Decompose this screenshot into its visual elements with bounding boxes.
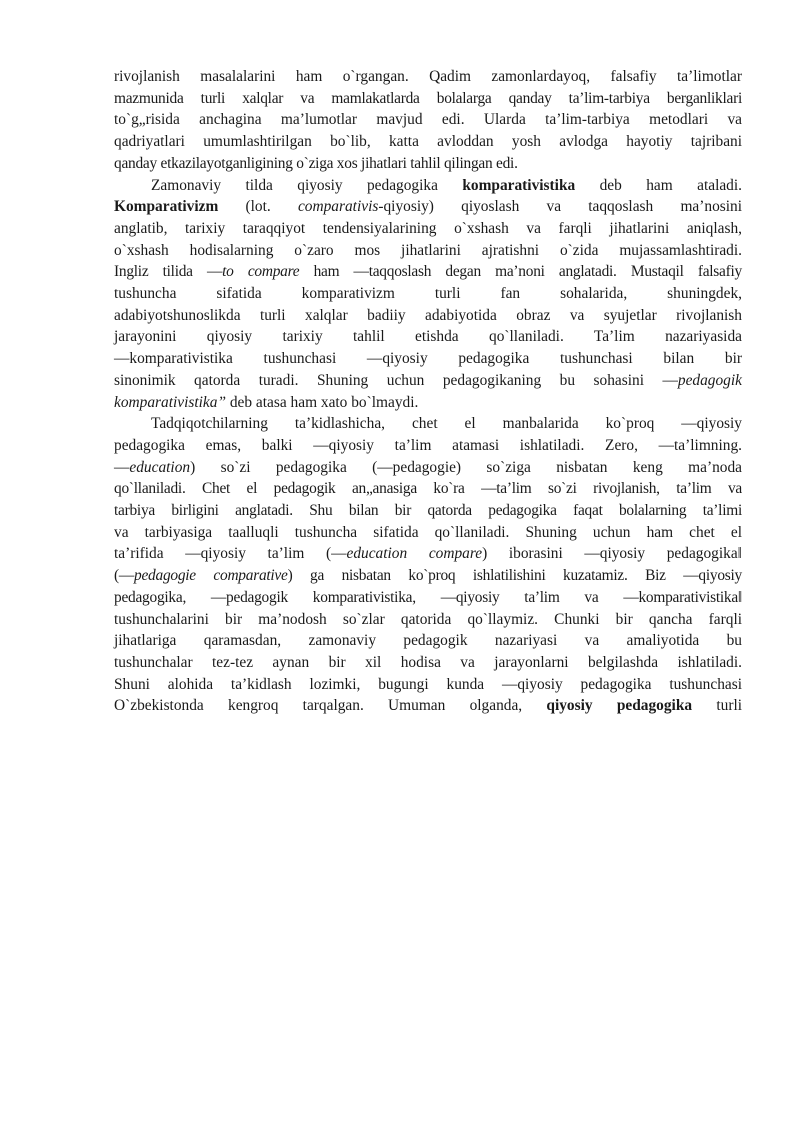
text-line (114, 609, 742, 631)
bold-term: qiyosiy pedagogika (546, 697, 693, 715)
italic-term: comparativis (297, 198, 379, 216)
text-segment: tushunchalar tez-tez aynan bir xil hodisa va jarayonlarni belgilashda ishlatiladi. (114, 653, 742, 671)
text-line (114, 283, 742, 305)
text-line (114, 218, 742, 240)
text-segment: mazmunida turli xalqlar va mamlakatlarda bolalarga qanday ta’lim-tarbiya berganliklari (114, 89, 742, 107)
text-segment: qanday etkazilayotganligining o`ziga xos jihatlari tahlil qilingan edi. (114, 154, 518, 172)
text-segment: qadriyatlari umumlashtirilgan bo`lib, katta avloddan yosh avlodga hayotiy tajribani (114, 133, 742, 151)
text-line (114, 240, 742, 262)
text-segment: ta’rifida ―qiyosiy ta’lim (― (114, 545, 347, 563)
text-segment: Ingliz tilida ― (114, 263, 223, 281)
text-segment: rivojlanish masalalarini ham o`rgangan. Qadim zamonlardayoq, falsafiy ta’limotlar (114, 68, 742, 85)
text-segment: ) iborasini ―qiyosiy pedagogika‖ (482, 545, 742, 563)
text-line (114, 131, 742, 153)
text-line (114, 435, 742, 457)
text-segment: deb atasa ham xato bo`lmaydi. (226, 393, 419, 411)
text-segment: Shuni alohida ta’kidlash lozimki, bugungi kunda ―qiyosiy pedagogika tushunchasi (114, 675, 742, 693)
text-segment: sinonimik qatorda turadi. Shuning uchun pedagogikaning bu sohasini ― (114, 371, 678, 389)
text-line (114, 370, 742, 392)
italic-term: education compare (346, 545, 483, 563)
text-line (114, 196, 742, 218)
text-segment: va tarbiyasiga taalluqli tushuncha sifatida qo`llaniladi. Shuning uchun ham chet el (114, 523, 742, 541)
text-segment: adabiyotshunoslikda turli xalqlar badiiy adabiyotida obraz va syujetlar rivojlanish (114, 306, 742, 324)
text-segment: qo`llaniladi. Chet el pedagogik an„anasiga ko`ra ―ta’lim so`zi rivojlanish, ta’lim va (114, 480, 742, 498)
text-line (114, 652, 742, 674)
text-segment: Tadqiqotchilarning ta’kidlashicha, chet el manbalarida ko`proq ―qiyosiy (151, 415, 742, 433)
text-segment: (lot. (218, 198, 298, 216)
text-line (114, 88, 742, 110)
text-segment: jarayonini qiyosiy tarixiy tahlil etishda qo`llaniladi. Ta’lim nazariyasida (114, 328, 742, 346)
text-line (114, 66, 742, 88)
text-line (114, 674, 742, 696)
text-segment: ham ―taqqoslash degan ma’noni anglatadi. Mustaqil falsafiy (299, 263, 742, 281)
text-line (114, 175, 742, 197)
text-line (114, 522, 742, 544)
text-segment: ) so`zi pedagogika (―pedagogie) so`ziga nisbatan keng ma’noda (190, 458, 742, 476)
text-segment: (― (114, 567, 135, 585)
text-segment: anglatib, tarixiy taraqqiyot tendensiyalarining o`xshash va farqli jihatlarini aniqlash, (114, 219, 742, 237)
text-segment: ― (114, 458, 130, 476)
text-segment: ―komparativistika tushunchasi ―qiyosiy pedagogika tushunchasi bilan bir (114, 350, 742, 368)
text-line (114, 587, 742, 609)
text-segment: pedagogika, ―pedagogik komparativistika, ―qiyosiy ta’lim va ―komparativistika‖ (114, 588, 742, 606)
text-line (114, 695, 742, 717)
text-segment: jihatlariga qaramasdan, zamonaviy pedagogik nazariyasi va amaliyotida bu (114, 632, 742, 650)
text-segment: turli (692, 697, 742, 715)
text-segment: tushunchalarini bir ma’nodosh so`zlar qatorida qo`llaymiz. Chunki bir qancha farqli (114, 610, 742, 628)
text-line (114, 392, 742, 414)
text-line (114, 565, 742, 587)
text-segment: Zamonaviy tilda qiyosiy pedagogika (151, 176, 463, 194)
text-line (114, 326, 742, 348)
text-line (114, 153, 742, 175)
text-line (114, 500, 742, 522)
text-line (114, 413, 742, 435)
text-segment: tushuncha sifatida komparativizm turli fan sohalarida, shuningdek, (114, 285, 742, 303)
bold-term: komparativistika (462, 176, 576, 194)
text-segment: ) ga nisbatan ko`proq ishlatilishini kuzatamiz. Biz ―qiyosiy (287, 567, 742, 585)
italic-term: to compare (222, 263, 300, 281)
body-text (114, 66, 742, 717)
text-segment: tarbiya birligini anglatadi. Shu bilan bir qatorda pedagogika faqat bolalarning ta’limi (114, 502, 742, 520)
text-line (114, 348, 742, 370)
text-segment: deb ham ataladi. (575, 176, 742, 194)
text-line (114, 478, 742, 500)
text-line (114, 305, 742, 327)
text-line (114, 630, 742, 652)
italic-term: education (129, 458, 191, 476)
text-segment: to`g„risida anchagina ma’lumotlar mavjud edi. Ularda ta’lim-tarbiya metodlari va (114, 111, 742, 129)
text-segment: o`xshash hodisalarning o`zaro mos jihatlarini ajratishni o`zida mujassamlashtiradi. (114, 241, 742, 259)
italic-term: komparativistika” (114, 393, 227, 411)
bold-term: Komparativizm (114, 198, 219, 216)
text-segment: pedagogika emas, balki ―qiyosiy ta’lim atamasi ishlatiladi. Zero, ―ta’limning. (114, 436, 742, 454)
text-segment: -qiyosiy) qiyoslash va taqqoslash ma’nosini (378, 198, 742, 216)
text-line (114, 109, 742, 131)
text-line (114, 457, 742, 479)
italic-term: pedagogie comparative (134, 567, 288, 585)
text-segment: O`zbekistonda kengroq tarqalgan. Umuman olganda, (114, 697, 547, 715)
text-line (114, 261, 742, 283)
text-line (114, 543, 742, 565)
italic-term: pedagogik (677, 371, 742, 389)
